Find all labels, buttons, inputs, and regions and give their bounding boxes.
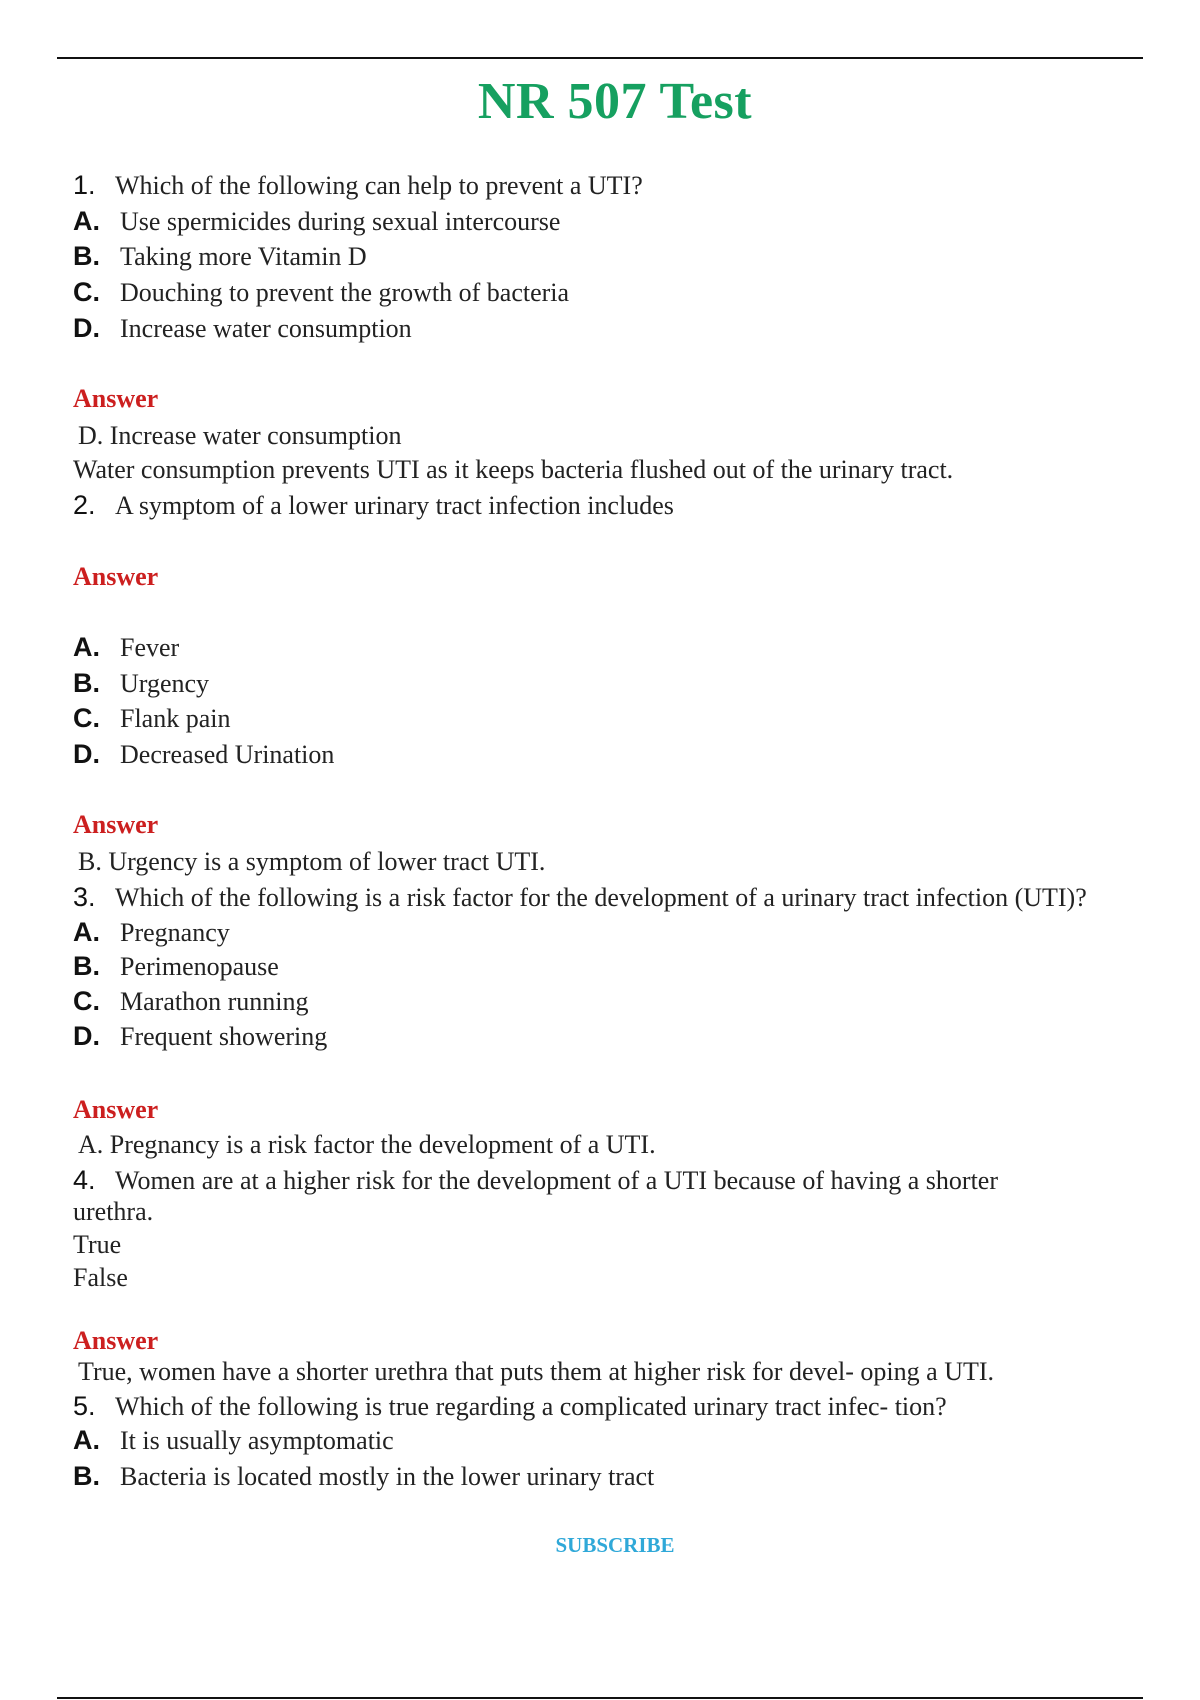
option-letter: C.: [73, 986, 100, 1016]
answer-text-1: D. Increase water consumption: [78, 421, 402, 450]
answer-label-4: Answer: [73, 1326, 159, 1355]
option-letter: D.: [73, 313, 100, 343]
answer-text-4: True, women have a shorter urethra that puts them at higher risk for devel- oping a UTI.: [78, 1357, 995, 1386]
choice-false: False: [73, 1263, 128, 1292]
option-1d: [73, 313, 412, 344]
option-letter: A.: [73, 1425, 100, 1455]
question-number: 2.: [73, 490, 96, 520]
question-text: Which of the following can help to prevent a UTI?: [115, 171, 643, 200]
answer-label-2a: Answer: [73, 562, 159, 591]
question-number: 1.: [73, 170, 96, 200]
option-3d: [73, 1021, 327, 1052]
option-text: Frequent showering: [120, 1022, 328, 1051]
option-text: Marathon running: [120, 987, 309, 1016]
option-letter: D.: [73, 1021, 100, 1051]
top-rule: [57, 57, 1143, 59]
option-letter: B.: [73, 1461, 100, 1491]
option-3c: [73, 986, 308, 1017]
option-text: It is usually asymptomatic: [120, 1426, 394, 1455]
answer-label-1: Answer: [73, 384, 159, 413]
option-2d: [73, 739, 334, 770]
question-1: [73, 170, 643, 201]
option-text: Fever: [120, 633, 180, 662]
option-text: Flank pain: [120, 704, 231, 733]
option-letter: B.: [73, 951, 100, 981]
option-letter: D.: [73, 739, 100, 769]
option-3a: [73, 917, 230, 948]
option-1a: [73, 206, 560, 237]
option-2b: [73, 668, 209, 699]
subscribe-link[interactable]: SUBSCRIBE: [555, 1533, 675, 1557]
question-4-continued: urethra.: [73, 1197, 154, 1226]
option-letter: A.: [73, 632, 100, 662]
question-text: A symptom of a lower urinary tract infection includes: [115, 491, 674, 520]
page-title: NR 507 Test: [477, 73, 753, 130]
choice-true: True: [73, 1230, 122, 1259]
option-text: Urgency: [120, 669, 210, 698]
option-2a: [73, 632, 179, 663]
question-number: 5.: [73, 1391, 96, 1421]
option-2c: [73, 703, 231, 734]
question-text: Which of the following is a risk factor for the development of a urinary tract infection (UTI)?: [115, 883, 1087, 912]
question-number: 4.: [73, 1165, 96, 1195]
question-5: [73, 1391, 947, 1422]
option-letter: C.: [73, 277, 100, 307]
option-text: Increase water consumption: [120, 314, 412, 343]
answer-label-3: Answer: [73, 1095, 159, 1124]
bottom-rule: [57, 1697, 1143, 1699]
question-4: [73, 1165, 998, 1196]
option-1b: [73, 241, 367, 272]
option-text: Bacteria is located mostly in the lower urinary tract: [120, 1462, 655, 1491]
option-3b: [73, 951, 279, 982]
option-text: Use spermicides during sexual intercourse: [120, 207, 561, 236]
option-letter: B.: [73, 668, 100, 698]
option-text: Douching to prevent the growth of bacteria: [120, 278, 570, 307]
answer-text-2: B. Urgency is a symptom of lower tract UTI.: [78, 847, 546, 876]
answer-text-3: A. Pregnancy is a risk factor the development of a UTI.: [78, 1130, 656, 1159]
option-1c: [73, 277, 569, 308]
option-text: Decreased Urination: [120, 740, 335, 769]
question-number: 3.: [73, 882, 96, 912]
option-5b: [73, 1461, 654, 1492]
option-text: Pregnancy: [120, 918, 230, 947]
option-letter: A.: [73, 917, 100, 947]
option-text: Perimenopause: [120, 952, 279, 981]
option-letter: B.: [73, 241, 100, 271]
question-text: Which of the following is true regarding a complicated urinary tract infec- tion?: [115, 1392, 947, 1421]
option-text: Taking more Vitamin D: [120, 242, 367, 271]
answer-explanation-1: Water consumption prevents UTI as it keeps bacteria flushed out of the urinary tract.: [73, 455, 954, 484]
question-2: [73, 490, 674, 521]
option-letter: C.: [73, 703, 100, 733]
option-letter: A.: [73, 206, 100, 236]
option-5a: [73, 1425, 394, 1456]
question-text: Women are at a higher risk for the development of a UTI because of having a shorter: [115, 1166, 999, 1195]
question-3: [73, 882, 1087, 913]
answer-label-2b: Answer: [73, 810, 159, 839]
